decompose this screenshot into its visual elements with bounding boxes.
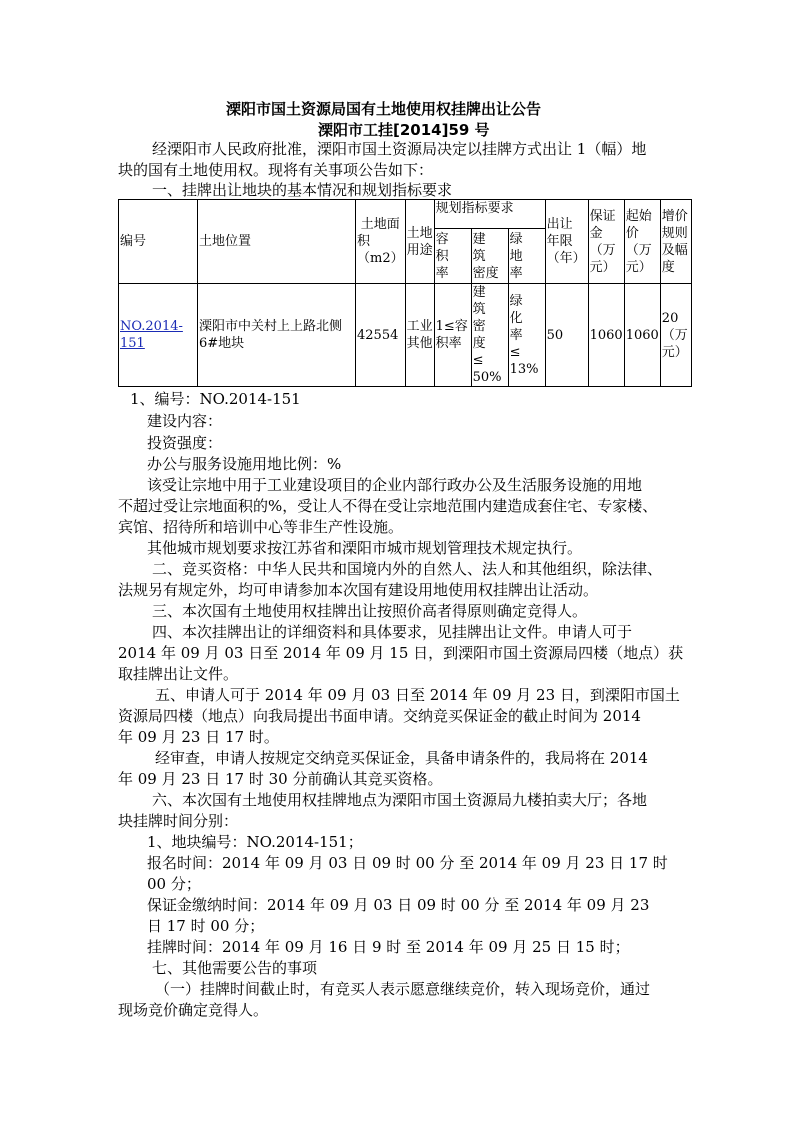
body-line: 宾馆、招待所和培训中心等非生产性设施。 — [118, 518, 404, 536]
body-line: 二、竞买资格：中华人民共和国境内外的自然人、法人和其他组织，除法律、 — [152, 560, 663, 578]
cell-term: 50 — [545, 284, 588, 387]
body-line: 2014 年 09 月 03 日至 2014 年 09 月 15 日，到溧阳市国土资源局四楼（地点）获 — [118, 644, 684, 662]
body-line: 三、本次国有土地使用权挂牌出让按照价高者得原则确定竞得人。 — [152, 602, 588, 620]
body-line: 不超过受让宗地面积的%，受让人不得在受让宗地范围内建造成套住宅、专家楼、 — [118, 497, 658, 515]
body-line: 报名时间：2014 年 09 月 03 日 09 时 00 分 至 2014 年 09 月 23 日 17 时 — [147, 854, 668, 872]
document-number: 溧阳市工挂[2014]59 号 — [318, 121, 490, 139]
body-line: 00 分； — [147, 875, 201, 893]
body-line: 四、本次挂牌出让的详细资料和具体要求，见挂牌出让文件。申请人可于 — [152, 623, 633, 641]
body-line: 资源局四楼（地点）向我局提出书面申请。交纳竞买保证金的截止时间为 2014 — [118, 707, 641, 725]
body-line: 投资强度： — [147, 434, 223, 452]
header-deposit: 保证 金 （万 元） — [588, 200, 624, 284]
body-line: 五、申请人可于 2014 年 09 月 03 日至 2014 年 09 月 23 日，到溧阳市国土 — [155, 686, 680, 704]
cell-location: 溧阳市中关村上上路北侧 6#地块 — [198, 284, 356, 387]
header-far: 容 积 率 — [434, 229, 471, 284]
body-line: 其他城市规划要求按江苏省和溧阳市城市规划管理技术规定执行。 — [147, 539, 583, 557]
header-use: 土地 用途 — [405, 200, 434, 284]
body-line: 现场竞价确定竞得人。 — [118, 1001, 269, 1019]
cell-area: 42554 — [356, 284, 406, 387]
cell-start-price: 1060 — [624, 284, 660, 387]
body-line: 建设内容： — [147, 412, 223, 430]
body-line: 经审查，申请人按规定交纳竞买保证金，具备申请条件的，我局将在 2014 — [155, 749, 648, 767]
intro-line: 经溧阳市人民政府批准，溧阳市国土资源局决定以挂牌方式出让 1（幅）地 — [152, 140, 647, 158]
header-start-price: 起始 价 （万 元） — [624, 200, 660, 284]
header-no: 编号 — [119, 200, 198, 284]
body-line: 取挂牌出让文件。 — [118, 665, 239, 683]
body-line: 1、地块编号：NO.2014-151； — [147, 833, 363, 851]
body-line: （一）挂牌时间截止时，有竞买人表示愿意继续竞价，转入现场竞价，通过 — [155, 980, 651, 998]
intro-line: 块的国有土地使用权。现将有关事项公告如下： — [118, 161, 434, 179]
header-green: 绿 地 率 — [508, 229, 545, 284]
header-location: 土地位置 — [198, 200, 356, 284]
body-line: 块挂牌时间分别： — [118, 812, 239, 830]
cell-increment: 20 （万 元） — [660, 284, 691, 387]
body-line: 1、编号：NO.2014-151 — [130, 390, 301, 408]
body-line: 该受让宗地中用于工业建设项目的企业内部行政办公及生活服务设施的用地 — [147, 476, 643, 494]
body-line: 日 17 时 00 分； — [147, 917, 265, 935]
table-row — [119, 284, 692, 387]
land-parcel-table — [118, 199, 692, 387]
parcel-link[interactable]: NO.2014-151 — [120, 319, 183, 351]
cell-far: 1≤容 积率 — [434, 284, 471, 387]
cell-use: 工业 其他 — [405, 284, 434, 387]
body-line: 年 09 月 23 日 17 时。 — [118, 728, 279, 746]
header-increment: 增价 规则 及幅 度 — [660, 200, 691, 284]
header-plan: 规划指标要求 — [434, 200, 545, 229]
page-title: 溧阳市国土资源局国有土地使用权挂牌出让公告 — [226, 100, 542, 118]
body-line: 年 09 月 23 日 17 时 30 分前确认其竞买资格。 — [118, 770, 443, 788]
cell-no[interactable] — [119, 284, 198, 387]
body-line: 七、其他需要公告的事项 — [152, 959, 318, 977]
cell-density: 建 筑 密 度 ≤ 50% — [471, 284, 508, 387]
header-area: 土地面 积 （m2） — [356, 200, 406, 284]
body-line: 挂牌时间：2014 年 09 月 16 日 9 时 至 2014 年 09 月 25 日 15 时； — [147, 938, 630, 956]
body-line: 保证金缴纳时间：2014 年 09 月 03 日 09 时 00 分 至 2014 年 09 月 23 — [147, 896, 650, 914]
body-line: 六、本次国有土地使用权挂牌地点为溧阳市国土资源局九楼拍卖大厅；各地 — [152, 791, 648, 809]
header-density: 建 筑 密度 — [471, 229, 508, 284]
header-term: 出让 年限 （年） — [545, 200, 588, 284]
body-line: 办公与服务设施用地比例：% — [147, 455, 342, 473]
section-heading: 一、挂牌出让地块的基本情况和规划指标要求 — [152, 181, 453, 199]
cell-deposit: 1060 — [588, 284, 624, 387]
body-line: 法规另有规定外，均可申请参加本次国有建设用地使用权挂牌出让活动。 — [118, 581, 599, 599]
cell-green: 绿 化 率 ≤ 13% — [508, 284, 545, 387]
